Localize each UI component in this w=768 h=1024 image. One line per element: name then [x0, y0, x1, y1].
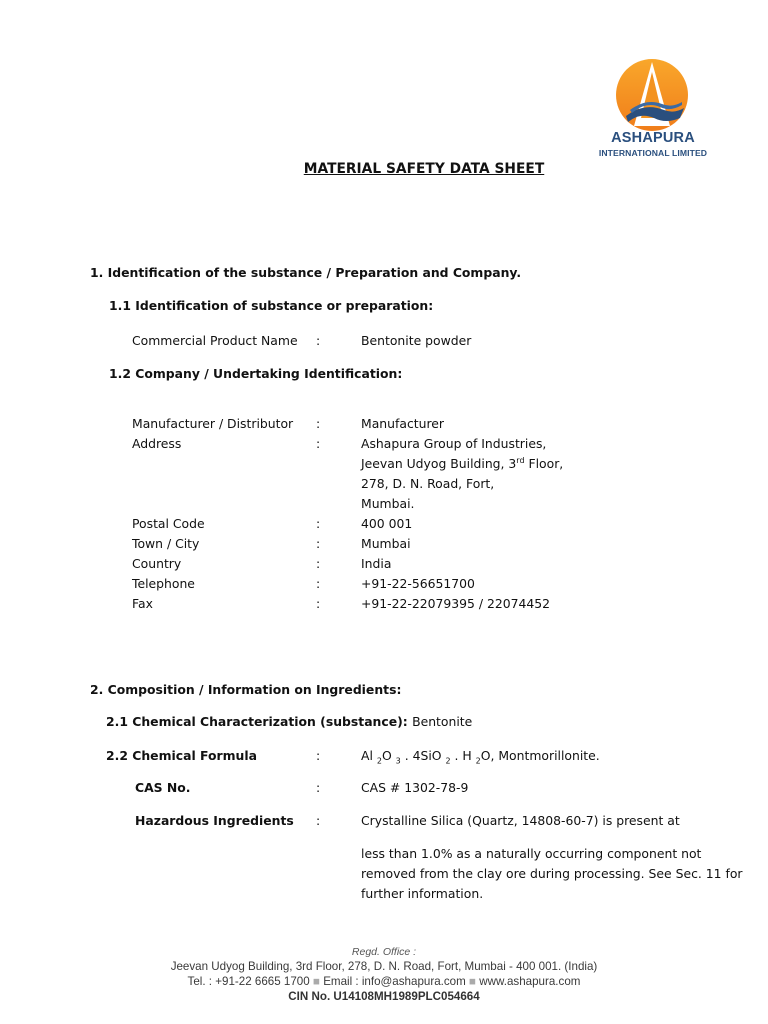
product-name-label: Commercial Product Name: [132, 333, 298, 348]
footer-email: Email : info@ashapura.com: [323, 975, 466, 988]
colon: :: [316, 813, 321, 828]
country-label: Country: [132, 556, 182, 571]
footer-address: Jeevan Udyog Building, 3rd Floor, 278, D. N. Road, Fort, Mumbai - 400 001. (India): [170, 960, 598, 973]
town-label: Town / City: [132, 536, 200, 551]
manufacturer-value: Manufacturer: [361, 416, 445, 431]
section-1-2-heading: 1.2 Company / Undertaking Identification:: [109, 366, 403, 381]
section-1-1-heading: 1.1 Identification of substance or preparation:: [109, 298, 434, 313]
section-1-heading: 1. Identification of the substance / Preparation and Company.: [90, 265, 522, 280]
colon: :: [316, 416, 321, 431]
colon: :: [316, 516, 321, 531]
manufacturer-label: Manufacturer / Distributor: [132, 416, 294, 431]
telephone-label: Telephone: [132, 576, 195, 591]
hazardous-label: Hazardous Ingredients: [135, 813, 294, 828]
town-value: Mumbai: [361, 536, 411, 551]
address-line-2: Jeevan Udyog Building, 3rd Floor,: [361, 455, 564, 471]
country-value: India: [361, 556, 392, 571]
postal-code-label: Postal Code: [132, 516, 205, 531]
colon: :: [316, 556, 321, 571]
cas-label: CAS No.: [135, 780, 191, 795]
footer-contact: Tel. : +91-22 6665 1700 ■ Email : info@ashapura.com ■ www.ashapura.com: [187, 975, 581, 988]
ashapura-logo-icon: [612, 58, 692, 132]
colon: :: [316, 780, 321, 795]
address-line-1: Ashapura Group of Industries,: [361, 436, 547, 451]
chemical-formula-value: Al $_2$O $_3$ . 4SiO $_2$ . H $_2$O, Montmorillonite.: [361, 748, 600, 766]
telephone-value: +91-22-56651700: [361, 576, 475, 591]
footer-regd-office: Regd. Office :: [351, 946, 417, 958]
logo-wordmark: ASHAPURA: [611, 130, 695, 146]
address-label: Address: [132, 436, 182, 451]
hazardous-line-4: further information.: [361, 886, 484, 901]
postal-code-value: 400 001: [361, 516, 413, 531]
colon: :: [316, 596, 321, 611]
colon: :: [316, 536, 321, 551]
hazardous-line-1: Crystalline Silica (Quartz, 14808-60-7) is present at: [361, 813, 680, 828]
colon: :: [316, 748, 321, 763]
fax-label: Fax: [132, 596, 153, 611]
cas-value: CAS # 1302-78-9: [361, 780, 469, 795]
section-2-heading: 2. Composition / Information on Ingredients:: [90, 682, 402, 697]
address-line-4: Mumbai.: [361, 496, 415, 511]
product-name-value: Bentonite powder: [361, 333, 472, 348]
logo-subtitle: INTERNATIONAL LIMITED: [598, 148, 708, 158]
section-2-1-text: 2.1 Chemical Characterization (substance): Bentonite: [106, 714, 473, 729]
chemical-formula-label: 2.2 Chemical Formula: [106, 748, 257, 763]
hazardous-line-2: less than 1.0% as a naturally occurring component not: [361, 846, 702, 861]
colon: :: [316, 436, 321, 451]
fax-value: +91-22-22079395 / 22074452: [361, 596, 551, 611]
footer-cin: CIN No. U14108MH1989PLC054664: [288, 990, 480, 1003]
footer-website: www.ashapura.com: [479, 975, 581, 988]
hazardous-line-3: removed from the clay ore during processing. See Sec. 11 for: [361, 866, 743, 881]
colon: :: [316, 333, 321, 348]
address-line-3: 278, D. N. Road, Fort,: [361, 476, 495, 491]
colon: :: [316, 576, 321, 591]
page-title: MATERIAL SAFETY DATA SHEET: [303, 161, 545, 177]
